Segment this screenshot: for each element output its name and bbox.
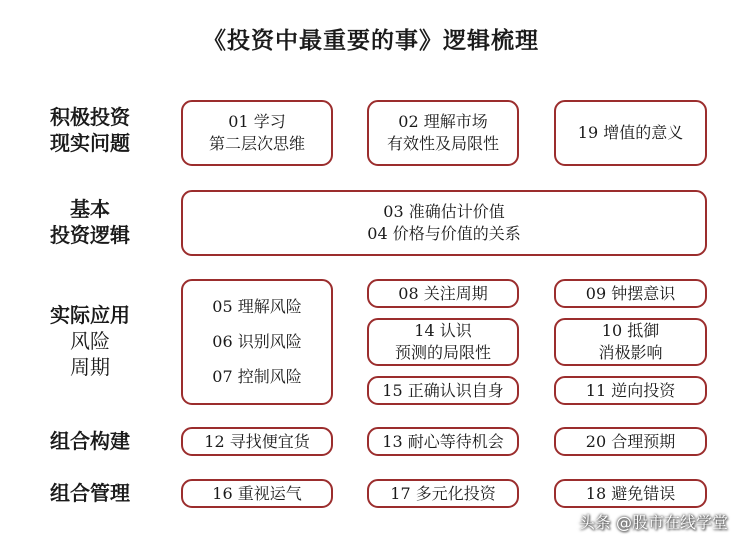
row-label-portfolio-management [30, 480, 150, 506]
topic-text: 06 识别风险 [212, 331, 302, 351]
topic-text: 14 认识 [414, 321, 472, 340]
topic-box-16 [181, 479, 333, 508]
topic-box-18 [554, 479, 707, 508]
row-label-active-investing [30, 104, 150, 156]
watermark: 头条 @股市在线学堂 [578, 513, 728, 532]
topic-text: 04 价格与价值的关系 [367, 224, 521, 243]
row-label-line: 基本 [70, 197, 110, 221]
topic-box-08 [367, 279, 519, 308]
row-label-portfolio-construction [30, 428, 150, 454]
row-label-line: 积极投资 [50, 105, 130, 129]
topic-text: 05 理解风险 [212, 296, 302, 316]
row-label-line: 周期 [70, 355, 110, 379]
topic-text: 18 避免错误 [585, 483, 676, 503]
topic-text: 01 学习 [228, 112, 286, 131]
topic-box-02 [367, 100, 519, 166]
topic-box-11 [554, 376, 707, 405]
row-label-line: 投资逻辑 [50, 223, 130, 247]
topic-text: 08 关注周期 [398, 283, 488, 303]
row-label-line: 实际应用 [50, 303, 130, 327]
row-label-basic-logic [30, 196, 150, 248]
topic-box-09 [554, 279, 707, 308]
row-label-line: 现实问题 [50, 131, 130, 155]
topic-text: 09 钟摆意识 [585, 283, 676, 303]
topic-box-12 [181, 427, 333, 456]
topic-box-17 [367, 479, 519, 508]
topic-box-03-04 [181, 190, 707, 256]
topic-text: 19 增值的意义 [577, 123, 684, 142]
topic-box-19 [554, 100, 707, 166]
topic-box-14 [367, 318, 519, 366]
topic-box-01 [181, 100, 333, 166]
topic-text: 07 控制风险 [212, 367, 302, 387]
diagram-title: 《投资中最重要的事》逻辑梳理 [203, 28, 539, 54]
topic-text: 12 寻找便宜货 [204, 431, 310, 451]
topic-text: 11 逆向投资 [585, 380, 676, 400]
topic-box-10 [554, 318, 707, 366]
topic-text: 有效性及局限性 [386, 134, 499, 153]
topic-text: 13 耐心等待机会 [382, 431, 504, 451]
topic-text: 预测的局限性 [394, 343, 491, 362]
topic-text: 02 理解市场 [398, 112, 488, 131]
row-label-line: 风险 [70, 329, 110, 353]
topic-box-13 [367, 427, 519, 456]
topic-text: 17 多元化投资 [390, 483, 496, 503]
topic-text: 15 正确认识自身 [382, 380, 504, 400]
topic-text: 第二层次思维 [208, 134, 305, 153]
row-label-practical-application [30, 302, 150, 380]
topic-text: 10 抵御 [601, 321, 660, 340]
topic-box-15 [367, 376, 519, 405]
topic-text: 16 重视运气 [212, 483, 302, 503]
row-label-line: 组合管理 [50, 481, 130, 505]
topic-text: 消极影响 [598, 343, 663, 362]
topic-box-20 [554, 427, 707, 456]
topic-text: 20 合理预期 [585, 431, 676, 451]
row-label-line: 组合构建 [50, 429, 130, 453]
topic-text: 03 准确估计价值 [383, 202, 505, 221]
topic-box-05-07 [181, 279, 333, 405]
